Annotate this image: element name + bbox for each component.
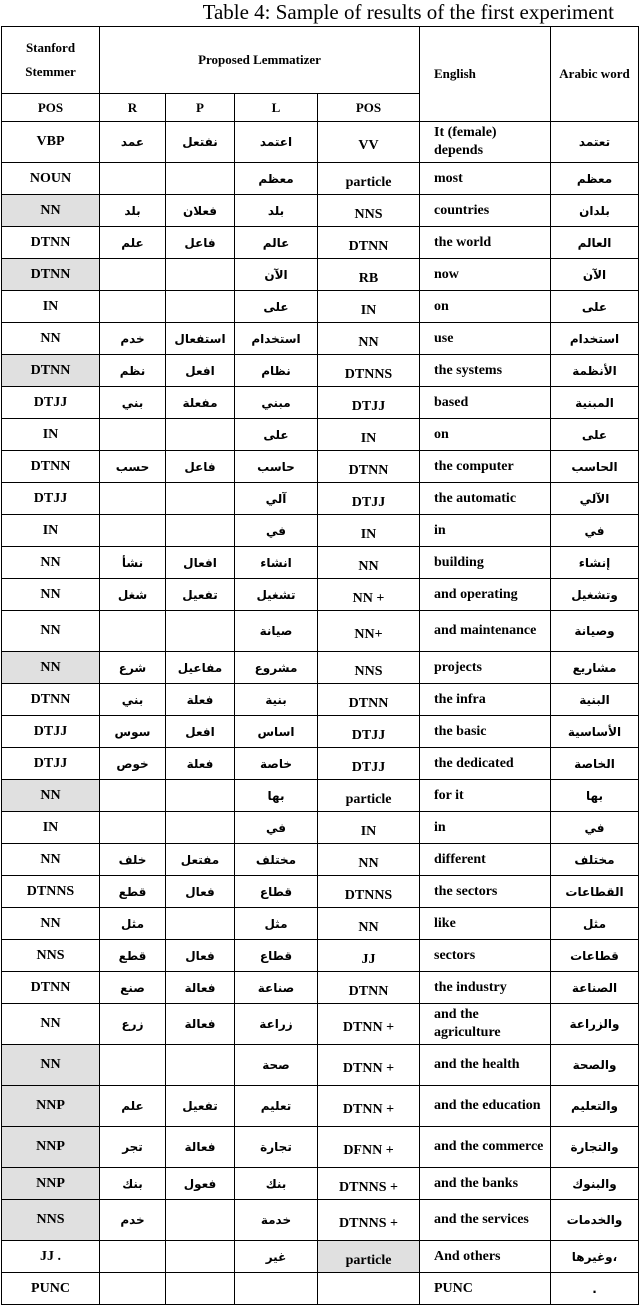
root-cell: خوص bbox=[100, 748, 166, 780]
arabic-word-cell: المبنية bbox=[551, 387, 639, 419]
arabic-word-cell: القطاعات bbox=[551, 876, 639, 908]
english-cell: sectors bbox=[420, 940, 551, 972]
lemma-cell: نظام bbox=[235, 355, 318, 387]
stanford-pos-cell: DTJJ bbox=[2, 748, 100, 780]
pattern-cell: فعال bbox=[166, 876, 235, 908]
pattern-cell: فعالة bbox=[166, 1004, 235, 1045]
stanford-pos-cell: DTNN bbox=[2, 259, 100, 291]
root-cell: بني bbox=[100, 684, 166, 716]
stanford-pos-cell: NNS bbox=[2, 1200, 100, 1241]
root-cell bbox=[100, 1045, 166, 1086]
arabic-word-cell: والتجارة bbox=[551, 1127, 639, 1168]
lemma-cell: بها bbox=[235, 780, 318, 812]
table-row bbox=[2, 259, 639, 291]
table-row bbox=[2, 748, 639, 780]
arabic-word-cell: والتعليم bbox=[551, 1086, 639, 1127]
stanford-pos-cell: NN bbox=[2, 547, 100, 579]
lemmatizer-pos-cell: DFNN + bbox=[318, 1127, 420, 1168]
root-cell bbox=[100, 419, 166, 451]
lemmatizer-pos-cell: IN bbox=[318, 291, 420, 323]
stanford-pos-cell: JJ . bbox=[2, 1241, 100, 1273]
lemma-cell: استخدام bbox=[235, 323, 318, 355]
table-row bbox=[2, 451, 639, 483]
table-row bbox=[2, 812, 639, 844]
stanford-pos-cell: NN bbox=[2, 611, 100, 652]
arabic-word-cell: والصحة bbox=[551, 1045, 639, 1086]
header-row-1 bbox=[2, 27, 639, 94]
lemmatizer-pos-cell: DTNN bbox=[318, 227, 420, 259]
lemmatizer-pos-cell: DTNN bbox=[318, 972, 420, 1004]
lemma-cell: زراعة bbox=[235, 1004, 318, 1045]
stanford-pos-cell: DTNN bbox=[2, 355, 100, 387]
root-cell: بنك bbox=[100, 1168, 166, 1200]
lemmatizer-pos-cell: particle bbox=[318, 780, 420, 812]
lemma-cell: اساس bbox=[235, 716, 318, 748]
table-caption: Table 4: Sample of results of the first experiment bbox=[202, 0, 614, 24]
lemmatizer-pos-cell: DTJJ bbox=[318, 716, 420, 748]
lemma-cell: تجارة bbox=[235, 1127, 318, 1168]
english-cell: and operating bbox=[420, 579, 551, 611]
stanford-pos-cell: IN bbox=[2, 812, 100, 844]
arabic-word-cell: مختلف bbox=[551, 844, 639, 876]
arabic-word-cell: الصناعة bbox=[551, 972, 639, 1004]
pattern-cell bbox=[166, 780, 235, 812]
lemmatizer-pos-cell: DTNN bbox=[318, 684, 420, 716]
root-cell: مثل bbox=[100, 908, 166, 940]
table-body bbox=[2, 122, 639, 1305]
lemmatizer-pos-cell: DTNNS bbox=[318, 876, 420, 908]
lemmatizer-pos-cell: DTJJ bbox=[318, 748, 420, 780]
english-cell: the infra bbox=[420, 684, 551, 716]
arabic-word-header: Arabic word bbox=[551, 27, 639, 122]
root-cell: نشأ bbox=[100, 547, 166, 579]
lemmatizer-pos-cell: NN bbox=[318, 323, 420, 355]
lemma-cell: مبني bbox=[235, 387, 318, 419]
stanford-pos-cell: DTNN bbox=[2, 972, 100, 1004]
pattern-cell: نفتعل bbox=[166, 122, 235, 163]
arabic-word-cell: معظم bbox=[551, 163, 639, 195]
english-cell: It (female) depends bbox=[420, 122, 551, 163]
root-cell: خدم bbox=[100, 1200, 166, 1241]
arabic-word-cell: بها bbox=[551, 780, 639, 812]
stanford-pos-cell: PUNC bbox=[2, 1273, 100, 1305]
root-cell bbox=[100, 611, 166, 652]
pattern-header: P bbox=[166, 94, 235, 122]
pattern-cell: مفتعل bbox=[166, 844, 235, 876]
stanford-pos-cell: IN bbox=[2, 515, 100, 547]
pattern-cell: فاعل bbox=[166, 451, 235, 483]
stanford-pos-cell: DTNNS bbox=[2, 876, 100, 908]
lemma-cell: صناعة bbox=[235, 972, 318, 1004]
table-row bbox=[2, 972, 639, 1004]
root-cell bbox=[100, 812, 166, 844]
table-row bbox=[2, 1127, 639, 1168]
pattern-cell: مفعلة bbox=[166, 387, 235, 419]
english-cell: and the education bbox=[420, 1086, 551, 1127]
arabic-word-cell: الحاسب bbox=[551, 451, 639, 483]
table-row bbox=[2, 323, 639, 355]
arabic-word-cell: وصيانة bbox=[551, 611, 639, 652]
root-cell: صنع bbox=[100, 972, 166, 1004]
english-cell: in bbox=[420, 515, 551, 547]
stanford-pos-cell: NNP bbox=[2, 1168, 100, 1200]
lemmatizer-pos-cell: DTNN + bbox=[318, 1086, 420, 1127]
lemmatizer-pos-cell: NN bbox=[318, 908, 420, 940]
english-cell: use bbox=[420, 323, 551, 355]
arabic-word-cell: الأساسية bbox=[551, 716, 639, 748]
english-cell: and maintenance bbox=[420, 611, 551, 652]
table-row bbox=[2, 876, 639, 908]
stanford-pos-cell: NNP bbox=[2, 1127, 100, 1168]
lemma-cell: حاسب bbox=[235, 451, 318, 483]
stanford-pos-cell: NN bbox=[2, 579, 100, 611]
english-cell: based bbox=[420, 387, 551, 419]
lemma-cell: قطاع bbox=[235, 940, 318, 972]
root-cell: سوس bbox=[100, 716, 166, 748]
pattern-cell: افعال bbox=[166, 547, 235, 579]
table-row bbox=[2, 844, 639, 876]
stanford-pos-cell: DTNN bbox=[2, 227, 100, 259]
english-cell: and the commerce bbox=[420, 1127, 551, 1168]
english-cell: the systems bbox=[420, 355, 551, 387]
arabic-word-cell: والبنوك bbox=[551, 1168, 639, 1200]
pattern-cell: فعال bbox=[166, 940, 235, 972]
stanford-pos-cell: NNP bbox=[2, 1086, 100, 1127]
root-cell bbox=[100, 291, 166, 323]
lemma-cell: صحة bbox=[235, 1045, 318, 1086]
english-cell: the world bbox=[420, 227, 551, 259]
table-row bbox=[2, 163, 639, 195]
lemmatizer-pos-cell: DTJJ bbox=[318, 483, 420, 515]
english-cell: on bbox=[420, 291, 551, 323]
lemma-cell: خدمة bbox=[235, 1200, 318, 1241]
lemmatizer-pos-cell: IN bbox=[318, 515, 420, 547]
lemmatizer-pos-cell: NN + bbox=[318, 579, 420, 611]
root-cell: قطع bbox=[100, 940, 166, 972]
pattern-cell: مفاعيل bbox=[166, 652, 235, 684]
lemmatizer-pos-cell: IN bbox=[318, 812, 420, 844]
root-cell: خدم bbox=[100, 323, 166, 355]
english-cell: projects bbox=[420, 652, 551, 684]
lemma-cell: غير bbox=[235, 1241, 318, 1273]
stanford-pos-cell: NN bbox=[2, 1004, 100, 1045]
pattern-cell bbox=[166, 1241, 235, 1273]
pattern-cell bbox=[166, 291, 235, 323]
lemma-cell: في bbox=[235, 812, 318, 844]
lemma-cell: قطاع bbox=[235, 876, 318, 908]
table-row bbox=[2, 355, 639, 387]
pattern-cell: افعل bbox=[166, 355, 235, 387]
pattern-cell bbox=[166, 515, 235, 547]
pattern-cell bbox=[166, 163, 235, 195]
root-cell bbox=[100, 1273, 166, 1305]
lemma-cell: معظم bbox=[235, 163, 318, 195]
lemma-cell: اعتمد bbox=[235, 122, 318, 163]
english-cell: the computer bbox=[420, 451, 551, 483]
pattern-cell bbox=[166, 611, 235, 652]
root-cell: تجر bbox=[100, 1127, 166, 1168]
pattern-cell: تفعيل bbox=[166, 579, 235, 611]
pattern-cell bbox=[166, 483, 235, 515]
english-cell: And others bbox=[420, 1241, 551, 1273]
lemmatizer-pos-cell: VV bbox=[318, 122, 420, 163]
arabic-word-cell: الآن bbox=[551, 259, 639, 291]
root-header: R bbox=[100, 94, 166, 122]
root-cell: خلف bbox=[100, 844, 166, 876]
lemma-cell bbox=[235, 1273, 318, 1305]
arabic-word-cell: والخدمات bbox=[551, 1200, 639, 1241]
arabic-word-cell: في bbox=[551, 515, 639, 547]
table-row bbox=[2, 1200, 639, 1241]
lemma-header: L bbox=[235, 94, 318, 122]
stanford-pos-cell: NNS bbox=[2, 940, 100, 972]
root-cell bbox=[100, 1241, 166, 1273]
lemmatizer-pos-cell: DTNNS + bbox=[318, 1200, 420, 1241]
root-cell: علم bbox=[100, 227, 166, 259]
table-row bbox=[2, 611, 639, 652]
arabic-word-cell: إنشاء bbox=[551, 547, 639, 579]
stanford-pos-cell: DTJJ bbox=[2, 483, 100, 515]
root-cell: عمد bbox=[100, 122, 166, 163]
english-cell: and the banks bbox=[420, 1168, 551, 1200]
table-row bbox=[2, 716, 639, 748]
english-cell: now bbox=[420, 259, 551, 291]
lemma-cell: تعليم bbox=[235, 1086, 318, 1127]
stanford-pos-cell: NN bbox=[2, 323, 100, 355]
pattern-cell: فعلة bbox=[166, 684, 235, 716]
lemmatizer-pos-cell: NN+ bbox=[318, 611, 420, 652]
pattern-cell bbox=[166, 1045, 235, 1086]
english-cell: on bbox=[420, 419, 551, 451]
pattern-cell: فاعل bbox=[166, 227, 235, 259]
english-cell: for it bbox=[420, 780, 551, 812]
english-cell: different bbox=[420, 844, 551, 876]
lemma-cell: مثل bbox=[235, 908, 318, 940]
root-cell: بني bbox=[100, 387, 166, 419]
pattern-cell bbox=[166, 1200, 235, 1241]
lemmatizer-pos-cell: RB bbox=[318, 259, 420, 291]
table-row bbox=[2, 780, 639, 812]
table-row bbox=[2, 908, 639, 940]
results-table bbox=[1, 26, 639, 1305]
arabic-word-cell: مشاريع bbox=[551, 652, 639, 684]
table-row bbox=[2, 940, 639, 972]
english-cell: countries bbox=[420, 195, 551, 227]
arabic-word-cell: الأنظمة bbox=[551, 355, 639, 387]
lemmatizer-pos-cell: NNS bbox=[318, 652, 420, 684]
root-cell: نظم bbox=[100, 355, 166, 387]
root-cell bbox=[100, 259, 166, 291]
stanford-pos-cell: DTNN bbox=[2, 451, 100, 483]
english-cell: and the services bbox=[420, 1200, 551, 1241]
english-cell: the automatic bbox=[420, 483, 551, 515]
pattern-cell bbox=[166, 908, 235, 940]
arabic-word-cell: وتشغيل bbox=[551, 579, 639, 611]
pos-header: POS bbox=[2, 94, 100, 122]
english-cell: PUNC bbox=[420, 1273, 551, 1305]
english-cell: the basic bbox=[420, 716, 551, 748]
pattern-cell bbox=[166, 812, 235, 844]
arabic-word-cell: على bbox=[551, 291, 639, 323]
arabic-word-cell: على bbox=[551, 419, 639, 451]
lemmatizer-pos-cell: DTNN + bbox=[318, 1004, 420, 1045]
table-row bbox=[2, 387, 639, 419]
arabic-word-cell: الآلي bbox=[551, 483, 639, 515]
lemmatizer-pos-cell: particle bbox=[318, 1241, 420, 1273]
arabic-word-cell: مثل bbox=[551, 908, 639, 940]
table-row bbox=[2, 122, 639, 163]
lemmatizer-pos-cell: particle bbox=[318, 163, 420, 195]
lemmatizer-pos-cell bbox=[318, 1273, 420, 1305]
pattern-cell: تفعيل bbox=[166, 1086, 235, 1127]
lemma-cell: الآن bbox=[235, 259, 318, 291]
lemmatizer-pos-cell: NNS bbox=[318, 195, 420, 227]
table-row bbox=[2, 1086, 639, 1127]
table-row bbox=[2, 515, 639, 547]
arabic-word-cell: . bbox=[551, 1273, 639, 1305]
arabic-word-cell: تعتمد bbox=[551, 122, 639, 163]
stanford-pos-cell: NN bbox=[2, 780, 100, 812]
arabic-word-cell: الخاصة bbox=[551, 748, 639, 780]
arabic-word-cell: البنية bbox=[551, 684, 639, 716]
arabic-word-cell: استخدام bbox=[551, 323, 639, 355]
proposed-lemmatizer-header: Proposed Lemmatizer bbox=[100, 27, 420, 94]
lemmatizer-pos-cell: DTJJ bbox=[318, 387, 420, 419]
english-cell: most bbox=[420, 163, 551, 195]
arabic-word-cell: والزراعة bbox=[551, 1004, 639, 1045]
pattern-cell: فعول bbox=[166, 1168, 235, 1200]
stanford-pos-cell: NN bbox=[2, 1045, 100, 1086]
pattern-cell bbox=[166, 259, 235, 291]
lemmatizer-pos-cell: DTNNS bbox=[318, 355, 420, 387]
stanford-stemmer-header: Stanford Stemmer bbox=[2, 27, 100, 94]
pattern-cell: افعل bbox=[166, 716, 235, 748]
table-row bbox=[2, 227, 639, 259]
table-row bbox=[2, 291, 639, 323]
pattern-cell: فعلان bbox=[166, 195, 235, 227]
lemma-cell: تشغيل bbox=[235, 579, 318, 611]
root-cell: علم bbox=[100, 1086, 166, 1127]
table-row bbox=[2, 684, 639, 716]
pattern-cell: فعلة bbox=[166, 748, 235, 780]
lemma-cell: بنك bbox=[235, 1168, 318, 1200]
lemmatizer-pos-header: POS bbox=[318, 94, 420, 122]
stanford-pos-cell: NN bbox=[2, 908, 100, 940]
lemmatizer-pos-cell: DTNNS + bbox=[318, 1168, 420, 1200]
lemmatizer-pos-cell: DTNN bbox=[318, 451, 420, 483]
lemma-cell: على bbox=[235, 291, 318, 323]
stanford-pos-cell: DTJJ bbox=[2, 716, 100, 748]
root-cell: قطع bbox=[100, 876, 166, 908]
table-row bbox=[2, 483, 639, 515]
arabic-word-cell: العالم bbox=[551, 227, 639, 259]
english-cell: building bbox=[420, 547, 551, 579]
pattern-cell: فعالة bbox=[166, 1127, 235, 1168]
root-cell bbox=[100, 163, 166, 195]
table-row bbox=[2, 652, 639, 684]
stanford-pos-cell: NN bbox=[2, 195, 100, 227]
arabic-word-cell: قطاعات bbox=[551, 940, 639, 972]
lemma-cell: مختلف bbox=[235, 844, 318, 876]
pattern-cell: فعالة bbox=[166, 972, 235, 1004]
table-row bbox=[2, 547, 639, 579]
lemma-cell: انشاء bbox=[235, 547, 318, 579]
table-row bbox=[2, 1273, 639, 1305]
english-cell: in bbox=[420, 812, 551, 844]
lemma-cell: صيانة bbox=[235, 611, 318, 652]
lemma-cell: في bbox=[235, 515, 318, 547]
lemmatizer-pos-cell: NN bbox=[318, 844, 420, 876]
root-cell: شرع bbox=[100, 652, 166, 684]
lemma-cell: بلد bbox=[235, 195, 318, 227]
english-cell: and the agriculture bbox=[420, 1004, 551, 1045]
root-cell bbox=[100, 515, 166, 547]
english-header: English bbox=[420, 27, 551, 122]
lemmatizer-pos-cell: NN bbox=[318, 547, 420, 579]
lemmatizer-pos-cell: JJ bbox=[318, 940, 420, 972]
arabic-word-cell: بلدان bbox=[551, 195, 639, 227]
table-row bbox=[2, 419, 639, 451]
lemma-cell: مشروع bbox=[235, 652, 318, 684]
lemmatizer-pos-cell: IN bbox=[318, 419, 420, 451]
arabic-word-cell: في bbox=[551, 812, 639, 844]
table-row bbox=[2, 1004, 639, 1045]
stanford-pos-cell: NN bbox=[2, 844, 100, 876]
pattern-cell bbox=[166, 1273, 235, 1305]
stanford-pos-cell: VBP bbox=[2, 122, 100, 163]
lemma-cell: على bbox=[235, 419, 318, 451]
table-row bbox=[2, 1241, 639, 1273]
root-cell bbox=[100, 483, 166, 515]
stanford-pos-cell: DTJJ bbox=[2, 387, 100, 419]
stanford-pos-cell: IN bbox=[2, 291, 100, 323]
pattern-cell: استفعال bbox=[166, 323, 235, 355]
lemmatizer-pos-cell: DTNN + bbox=[318, 1045, 420, 1086]
table-row bbox=[2, 1045, 639, 1086]
lemma-cell: عالم bbox=[235, 227, 318, 259]
table-row bbox=[2, 195, 639, 227]
table-row bbox=[2, 579, 639, 611]
root-cell: زرع bbox=[100, 1004, 166, 1045]
english-cell: the dedicated bbox=[420, 748, 551, 780]
english-cell: like bbox=[420, 908, 551, 940]
stanford-pos-cell: NOUN bbox=[2, 163, 100, 195]
english-cell: the sectors bbox=[420, 876, 551, 908]
lemma-cell: خاصة bbox=[235, 748, 318, 780]
root-cell: حسب bbox=[100, 451, 166, 483]
english-cell: the industry bbox=[420, 972, 551, 1004]
root-cell: شغل bbox=[100, 579, 166, 611]
stanford-pos-cell: NN bbox=[2, 652, 100, 684]
lemma-cell: آلي bbox=[235, 483, 318, 515]
stanford-pos-cell: DTNN bbox=[2, 684, 100, 716]
root-cell: بلد bbox=[100, 195, 166, 227]
lemma-cell: بنية bbox=[235, 684, 318, 716]
stanford-pos-cell: IN bbox=[2, 419, 100, 451]
table-row bbox=[2, 1168, 639, 1200]
arabic-word-cell: وغيرها، bbox=[551, 1241, 639, 1273]
pattern-cell bbox=[166, 419, 235, 451]
english-cell: and the health bbox=[420, 1045, 551, 1086]
root-cell bbox=[100, 780, 166, 812]
